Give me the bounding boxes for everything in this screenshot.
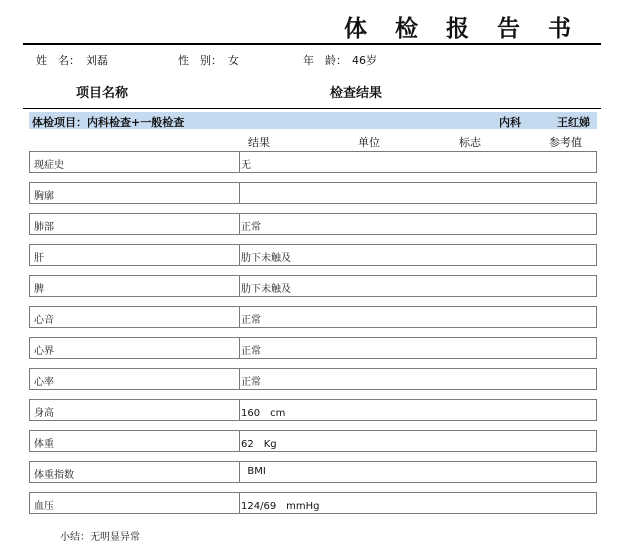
row-result-value: 160 cm bbox=[241, 408, 286, 419]
title-divider bbox=[23, 43, 601, 45]
result-heading: 检查结果 bbox=[330, 86, 383, 101]
table-row bbox=[29, 275, 597, 297]
row-result-value: 正常 bbox=[241, 315, 261, 326]
row-result-value: 124/69 mmHg bbox=[241, 501, 320, 512]
row-result-value: 正常 bbox=[241, 377, 261, 388]
row-result-value: 无 bbox=[241, 160, 251, 171]
row-result-cell bbox=[239, 214, 596, 234]
row-item-name: 肝 bbox=[34, 253, 44, 264]
row-item-name: 肺部 bbox=[34, 222, 54, 233]
name-label: 姓 名： bbox=[36, 54, 80, 67]
name-value: 刘磊 bbox=[86, 54, 108, 67]
table-row bbox=[29, 430, 597, 452]
row-result-cell bbox=[239, 307, 596, 327]
age-value: 46岁 bbox=[352, 54, 377, 67]
row-result-cell bbox=[239, 183, 596, 203]
table-row bbox=[29, 213, 597, 235]
row-result-cell bbox=[239, 245, 596, 265]
row-result-cell bbox=[239, 152, 596, 172]
row-result-value: 肋下未触及 bbox=[241, 284, 291, 295]
row-result-cell bbox=[239, 338, 596, 358]
row-item-name: 身高 bbox=[34, 408, 54, 419]
row-result-value: 62 Kg bbox=[241, 439, 277, 450]
header-divider bbox=[23, 108, 601, 109]
sex-label: 性 别： bbox=[178, 54, 222, 67]
row-result-cell bbox=[239, 369, 596, 389]
table-row bbox=[29, 151, 597, 173]
section-bar bbox=[29, 112, 597, 129]
table-row bbox=[29, 182, 597, 204]
section-doctor: 王红娣 bbox=[557, 116, 590, 129]
row-result-cell bbox=[239, 400, 596, 420]
row-result-value: 肋下未触及 bbox=[241, 253, 291, 264]
age-label: 年 龄： bbox=[303, 54, 347, 67]
section-title: 体检项目：内科检查+一般检查 bbox=[32, 116, 185, 129]
row-result-value: 正常 bbox=[241, 346, 261, 357]
summary: 小结：无明显异常 bbox=[60, 532, 140, 543]
table-row bbox=[29, 368, 597, 390]
row-item-name: 胸廓 bbox=[34, 191, 54, 202]
row-item-name: 血压 bbox=[34, 501, 54, 512]
row-item-name: 现症史 bbox=[34, 160, 64, 171]
row-item-name: 心界 bbox=[34, 346, 54, 357]
item-name-heading: 项目名称 bbox=[76, 86, 129, 101]
table-row bbox=[29, 337, 597, 359]
row-item-name: 心音 bbox=[34, 315, 54, 326]
col-unit: 单位 bbox=[358, 136, 380, 149]
col-reference: 参考值 bbox=[549, 136, 582, 149]
row-result-value: 正常 bbox=[241, 222, 261, 233]
row-item-name: 脾 bbox=[34, 284, 44, 295]
row-result-cell bbox=[239, 462, 596, 482]
section-department: 内科 bbox=[499, 116, 521, 129]
patient-info bbox=[0, 52, 629, 68]
row-result-value: BMI bbox=[241, 466, 266, 477]
col-flag: 标志 bbox=[459, 136, 481, 149]
table-row bbox=[29, 399, 597, 421]
table-row bbox=[29, 492, 597, 514]
row-result-cell bbox=[239, 493, 596, 513]
table-row bbox=[29, 306, 597, 328]
table-row bbox=[29, 461, 597, 483]
report-title: 体 检 报 告 书 bbox=[343, 15, 581, 42]
sex-value: 女 bbox=[228, 54, 239, 67]
row-item-name: 心率 bbox=[34, 377, 54, 388]
row-item-name: 体重 bbox=[34, 439, 54, 450]
row-item-name: 体重指数 bbox=[34, 470, 74, 481]
row-result-cell bbox=[239, 276, 596, 296]
table-row bbox=[29, 244, 597, 266]
row-result-cell bbox=[239, 431, 596, 451]
col-result: 结果 bbox=[248, 136, 270, 149]
